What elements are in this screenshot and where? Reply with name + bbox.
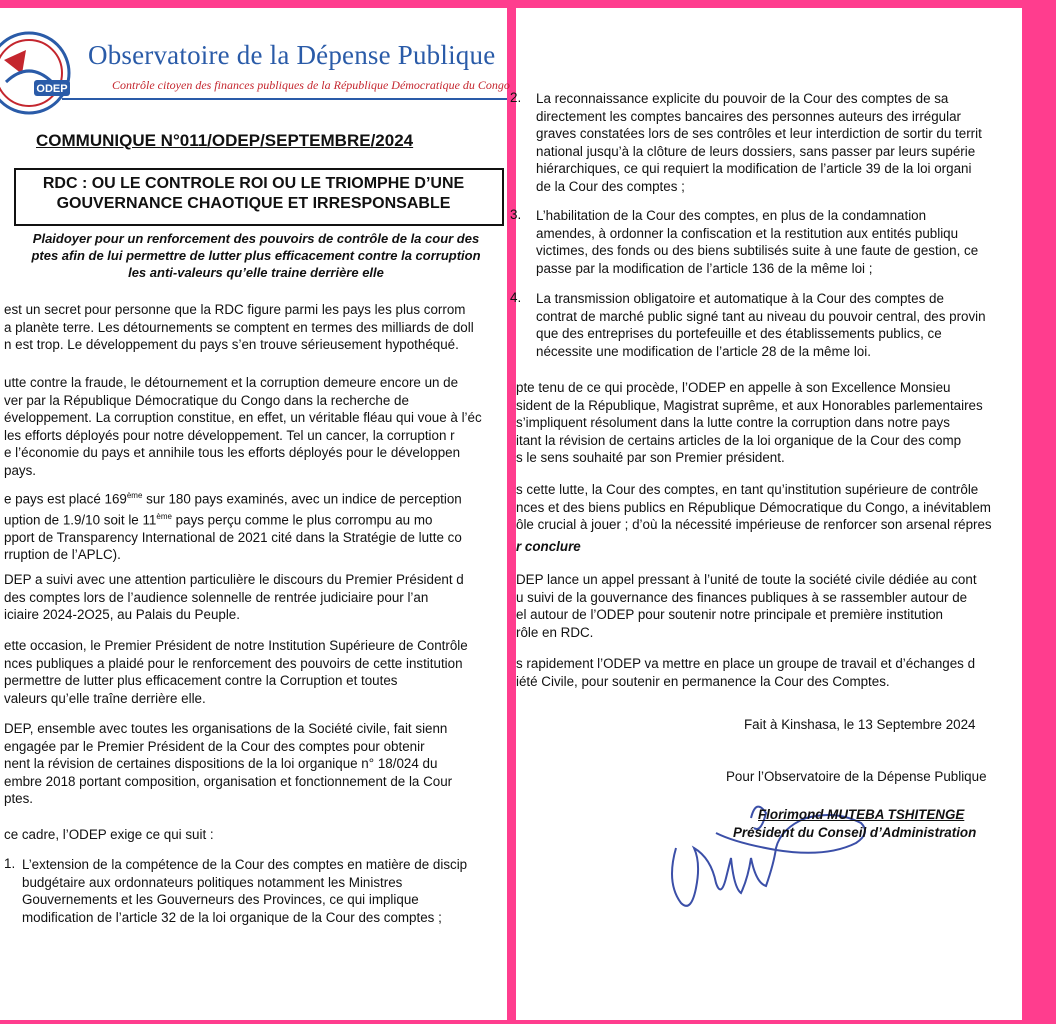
item-line: victimes, des fonds ou des biens subtilisés suite à une faute de gestion, ce xyxy=(536,243,979,258)
paragraph-line: ver par la République Démocratique du Congo dans la recherche de xyxy=(4,392,409,408)
paragraph-line: nent la révision de certaines dispositions de la loi organique n° 18/024 du xyxy=(4,756,438,771)
headline xyxy=(0,174,507,214)
item-line: nécessite une modification de l’article 28 de la même loi. xyxy=(536,343,871,359)
paragraph-line: DEP lance un appel pressant à l’unité de toute la société civile dédiée au cont xyxy=(516,572,977,587)
paragraph-line: pte tenu de ce qui procède, l’ODEP en appelle à son Excellence Monsieu xyxy=(516,380,951,395)
paragraph xyxy=(4,374,544,479)
paragraph-line: e pays est placé 169ème sur 180 pays examinés, avec un indice de perception xyxy=(4,491,462,507)
paragraph xyxy=(4,301,544,354)
item-line: passe par la modification de l’article 136 de la même loi ; xyxy=(536,260,873,276)
item-line: budgétaire aux ordonnateurs politiques notamment les Ministres xyxy=(22,874,403,890)
paragraph-line: éveloppement. La corruption constitue, en effet, un véritable fléau qui voue à l’éc xyxy=(4,410,482,425)
paragraph-line: s le sens souhaité par son Premier président. xyxy=(516,450,785,465)
paragraph xyxy=(4,571,544,624)
paragraph-line: sident de la République, Magistrat suprême, et aux Honorables parlementaires xyxy=(516,397,983,413)
item-line: La reconnaissance explicite du pouvoir de la Cour des comptes de sa xyxy=(536,91,949,106)
paragraph-line: nces publiques a plaidé pour le renforcement des pouvoirs de cette institution xyxy=(4,655,463,671)
paragraph-line: utte contre la fraude, le détournement et la corruption demeure encore un de xyxy=(4,375,459,390)
paragraph xyxy=(4,487,544,564)
plaidoyer xyxy=(0,230,512,281)
conclusion-heading: r conclure xyxy=(516,539,581,554)
paragraph-line: ôle crucial à jouer ; d’où la nécessité impérieuse de renforcer son arsenal répres xyxy=(516,517,992,532)
paragraph-line: des comptes lors de l’audience solennelle de rentrée judiciaire pour l’an xyxy=(4,589,429,605)
paragraph xyxy=(516,655,1056,690)
paragraph-line: s cette lutte, la Cour des comptes, en tant qu’institution supérieure de contrôle xyxy=(516,482,979,497)
paragraph-line: est un secret pour personne que la RDC figure parmi les pays les plus corrom xyxy=(4,302,466,317)
item-line: graves constatées lors de ses contrôles et leur interdiction de sortir du territ xyxy=(536,126,982,141)
headline-line: RDC : OU LE CONTROLE ROI OU LE TRIOMPHE D’UNE xyxy=(42,175,465,192)
paragraph-line: s’impliquent résolument dans la lutte contre la corruption dans notre pays xyxy=(516,415,950,430)
item-line: amendes, à ordonner la confiscation et la restitution aux entités publiqu xyxy=(536,225,959,241)
paragraph-line: e l’économie du pays et annihile tous les efforts déployés pour le développen xyxy=(4,445,461,460)
paragraph-line: ce cadre, l’ODEP exige ce qui suit : xyxy=(4,827,214,842)
headline-line: GOUVERNANCE CHAOTIQUE ET IRRESPONSABLE xyxy=(56,195,451,212)
paragraph-line: ette occasion, le Premier Président de notre Institution Supérieure de Contrôle xyxy=(4,638,468,653)
paragraph-line: a planète terre. Les détournements se comptent en termes des milliards de doll xyxy=(4,319,474,335)
item-line: directement les comptes bancaires des personnes auteurs des irrégular xyxy=(536,108,962,124)
paragraph-line: rruption de l’APLC). xyxy=(4,547,121,563)
right-page xyxy=(510,8,1022,1020)
paragraph xyxy=(4,637,544,707)
item-3 xyxy=(536,207,978,277)
logo-text: ODEP xyxy=(36,83,68,95)
paragraph-line: s rapidement l’ODEP va mettre en place un groupe de travail et d’échanges d xyxy=(516,656,976,671)
signatory-name: Florimond MUTEBA TSHITENGE xyxy=(758,807,965,822)
signatory-role: Président du Conseil d’Administration xyxy=(733,825,977,840)
item-number: 1. xyxy=(4,856,16,871)
left-page xyxy=(0,8,510,1020)
paragraph-line: valeurs qu’elle traîne derrière elle. xyxy=(4,690,206,706)
plaidoyer-line: ptes afin de lui permettre de lutter plus efficacement contre la corruption xyxy=(31,248,481,263)
paragraph-line: pays. xyxy=(4,462,37,478)
place-date: Fait à Kinshasa, le 13 Septembre 2024 xyxy=(744,717,976,732)
item-line: L’extension de la compétence de la Cour des comptes en matière de discip xyxy=(22,857,468,872)
paragraph-line: DEP a suivi avec une attention particulière le discours du Premier Président d xyxy=(4,572,464,587)
paragraph-line: el autour de l’ODEP pour soutenir notre principale et première institution xyxy=(516,607,943,622)
paragraph-line: embre 2018 portant composition, organisation et fonctionnement de la Cour xyxy=(4,773,453,789)
item-line: Gouvernements et les Gouverneurs des Provinces, ce qui implique xyxy=(22,892,419,907)
header-rule xyxy=(62,98,507,100)
communique-title: COMMUNIQUE N°011/ODEP/SEPTEMBRE/2024 xyxy=(36,131,414,150)
paragraph-line: iciaire 2024-2O25, au Palais du Peuple. xyxy=(4,607,240,622)
odep-logo xyxy=(0,30,72,116)
paragraph-line: u suivi de la gouvernance des finances publiques à se rassembler autour de xyxy=(516,589,968,605)
plaidoyer-line: Plaidoyer pour un renforcement des pouvoirs de contrôle de la cour des xyxy=(32,231,480,246)
item-line: national jusqu’à la clôture de leurs dossiers, sans passer par leurs supérie xyxy=(536,143,976,159)
item-line: La transmission obligatoire et automatique à la Cour des comptes de xyxy=(536,291,944,306)
item-line: de la Cour des comptes ; xyxy=(536,178,685,194)
paragraph xyxy=(4,826,544,844)
paragraph-line: rôle en RDC. xyxy=(516,624,594,640)
item-line: modification de l’article 32 de la loi organique de la Cour des comptes ; xyxy=(22,909,442,925)
item-2 xyxy=(536,90,982,195)
paragraph-line: ptes. xyxy=(4,791,34,806)
paragraph-line: engagée par le Premier Président de la Cour des comptes pour obtenir xyxy=(4,738,425,754)
paragraph-line: permettre de lutter plus efficacement contre la Corruption et toutes xyxy=(4,673,398,688)
paragraph-line: les efforts déployés pour notre développement. Tel un cancer, la corruption r xyxy=(4,427,455,443)
item-number: 4. xyxy=(510,290,522,305)
item-number: 3. xyxy=(510,207,522,222)
item-number: 2. xyxy=(510,90,522,105)
paragraph xyxy=(516,571,1056,641)
paragraph xyxy=(516,481,1056,534)
paragraph-line: n est trop. Le développement du pays s’en trouve sérieusement hypothéqué. xyxy=(4,337,459,352)
item-line: contrat de marché public signé tant au niveau du pouvoir central, des provin xyxy=(536,308,986,324)
item-line: que des entreprises du portefeuille et des établissements publics, ce xyxy=(536,326,942,341)
paragraph-line: nces et des biens publics en République Démocratique du Congo, a inévitablem xyxy=(516,499,991,515)
paragraph xyxy=(4,720,544,808)
item-4 xyxy=(536,290,986,360)
paragraph-line: DEP, ensemble avec toutes les organisations de la Société civile, fait sienn xyxy=(4,721,448,736)
item-1 xyxy=(22,856,542,926)
item-line: hiérarchiques, ce qui requiert la modification de l’article 39 de la loi organi xyxy=(536,161,972,176)
org-subtitle: Contrôle citoyen des finances publiques de la République Démocratique du Congo xyxy=(112,78,510,92)
paragraph xyxy=(516,379,1056,467)
item-line: L’habilitation de la Cour des comptes, en plus de la condamnation xyxy=(536,208,927,223)
plaidoyer-line: les anti-valeurs qu’elle traine derrière elle xyxy=(128,265,384,280)
for-line: Pour l’Observatoire de la Dépense Publique xyxy=(726,769,987,784)
paragraph-line: pport de Transparency International de 2021 cité dans la Stratégie de lutte co xyxy=(4,529,462,545)
paragraph-line: iété Civile, pour soutenir en permanence la Cour des Comptes. xyxy=(516,673,890,689)
paragraph-line: itant la révision de certains articles de la loi organique de la Cour des comp xyxy=(516,432,962,448)
org-title: Observatoire de la Dépense Publique xyxy=(88,40,496,70)
paragraph-line: uption de 1.9/10 soit le 11ème pays perçu comme le plus corrompu au mo xyxy=(4,511,433,528)
